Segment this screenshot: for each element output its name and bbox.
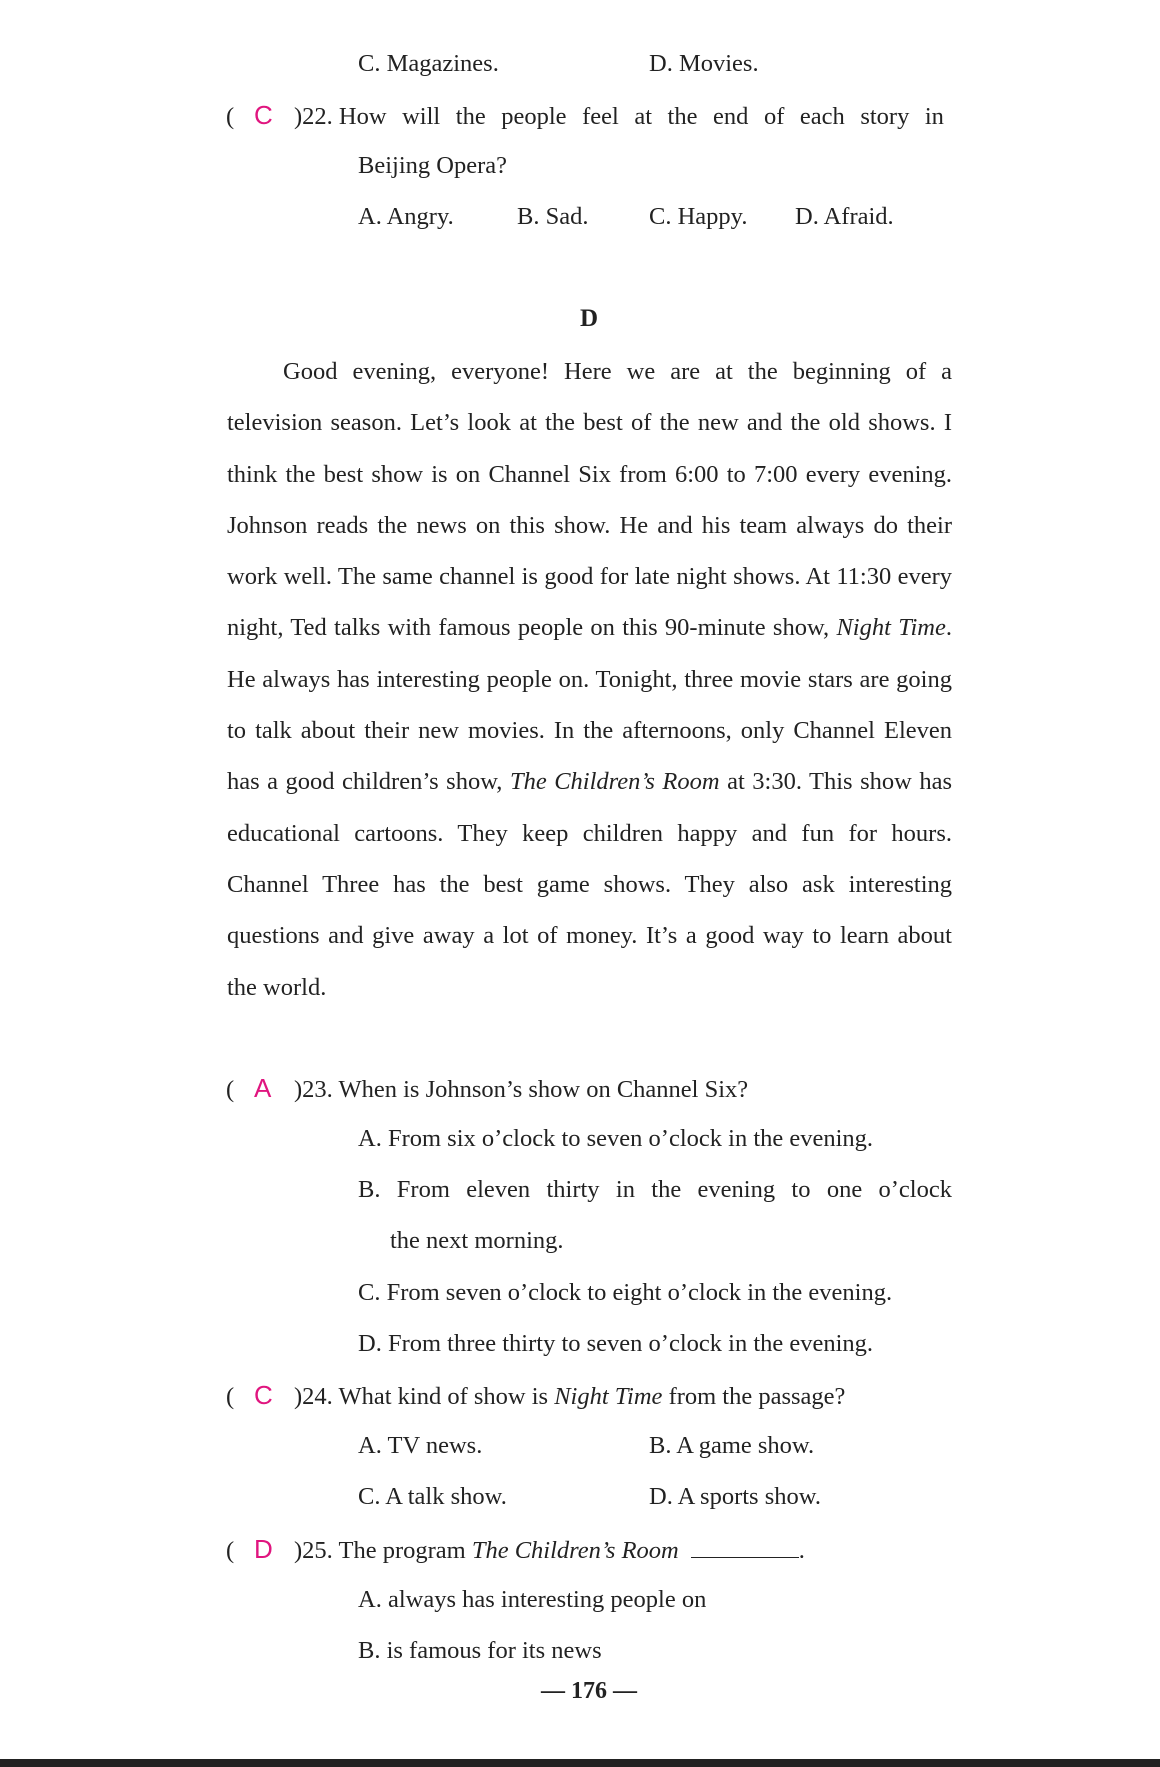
q22-option-c: C. Happy. (649, 203, 748, 230)
passage-italic-childrens-room: The Children’s Room (509, 768, 720, 796)
q23-option-b-line1: B. From eleven thirty in the evening to one o’clock (358, 1176, 952, 1203)
bottom-edge-bar (0, 1759, 1160, 1767)
passage-part1: Good evening, everyone! Here we are at the beginning of a television season. Let’s look at the best of the new and the old shows. I think the best show is on Channel Six from 6:00 to 7:00 every evening. Johnson reads the news on this show. He and his team always do their work well. The same channel is good for late night shows. At 11:30 every night, Ted talks with famous people on this 90-minute show, (227, 358, 952, 642)
q25-text-italic: The Children’s Room (471, 1537, 679, 1564)
q23-option-d: D. From three thirty to seven o’clock in the evening. (358, 1330, 874, 1357)
q22-answer: C (254, 100, 273, 130)
q22-text-line2: Beijing Opera? (358, 152, 507, 179)
q25-text-before: The program (338, 1537, 466, 1564)
question-23 (226, 1073, 748, 1105)
q23-answer: A (254, 1073, 272, 1103)
q22-option-b: B. Sad. (517, 203, 589, 230)
q25-answer: D (254, 1534, 273, 1564)
q23-text: When is Johnson’s show on Channel Six? (338, 1076, 749, 1103)
q24-option-d: D. A sports show. (649, 1483, 821, 1510)
q25-answer-blank (691, 1539, 799, 1558)
q21-option-d: D. Movies. (649, 50, 759, 77)
q25-text-end: . (798, 1537, 805, 1564)
q22-paren-close: ) (294, 103, 303, 130)
passage-italic-night-time: Night Time (836, 614, 946, 642)
q24-option-a: A. TV news. (358, 1432, 483, 1459)
q23-option-b-line2: the next morning. (390, 1227, 564, 1254)
q23-paren-open: ( (226, 1076, 235, 1103)
q23-paren-close: ) (294, 1076, 303, 1103)
q24-option-c: C. A talk show. (358, 1483, 507, 1510)
q24-text-before: What kind of show is (338, 1383, 549, 1410)
question-22 (226, 100, 944, 132)
q22-option-d: D. Afraid. (795, 203, 894, 230)
question-24 (226, 1380, 845, 1412)
q24-paren-close: ) (294, 1383, 303, 1410)
q23-option-a: A. From six o’clock to seven o’clock in the evening. (358, 1125, 874, 1152)
q24-option-b: B. A game show. (649, 1432, 815, 1459)
q22-text-line1: How will the people feel at the end of each story in (338, 103, 944, 130)
q23-number: 23. (302, 1076, 333, 1103)
passage-paragraph (227, 346, 952, 1013)
q25-option-a: A. always has interesting people on (358, 1586, 707, 1613)
q22-option-a: A. Angry. (358, 203, 454, 230)
q25-option-b: B. is famous for its news (358, 1637, 602, 1664)
passage-part2: . He always has interesting people on. Tonight, three movie stars are going to talk about their new movies. In the afternoons, only Channel Eleven has a good children’s show, (227, 614, 952, 796)
passage-part3: at 3:30. This show has educational cartoons. They keep children happy and fun for hours. Channel Three has the best game shows. They also ask interesting questions and give away a lot of money. It’s a good way to learn about the world. (227, 768, 952, 1001)
q24-paren-open: ( (226, 1383, 235, 1410)
q25-paren-open: ( (226, 1537, 235, 1564)
q25-number: 25. (302, 1537, 333, 1564)
q24-text-italic: Night Time (554, 1383, 663, 1410)
q25-paren-close: ) (294, 1537, 303, 1564)
q22-number: 22. (302, 103, 333, 130)
question-25 (226, 1534, 805, 1566)
q21-option-c: C. Magazines. (358, 50, 499, 77)
q24-text-after: from the passage? (668, 1383, 846, 1410)
q24-number: 24. (302, 1383, 333, 1410)
page-number: — 176 — (541, 1678, 637, 1704)
q24-answer: C (254, 1380, 273, 1410)
section-title: D (579, 305, 599, 332)
q23-option-c: C. From seven o’clock to eight o’clock in the evening. (358, 1279, 893, 1306)
passage-d (227, 346, 952, 1013)
q22-paren-open: ( (226, 103, 235, 130)
